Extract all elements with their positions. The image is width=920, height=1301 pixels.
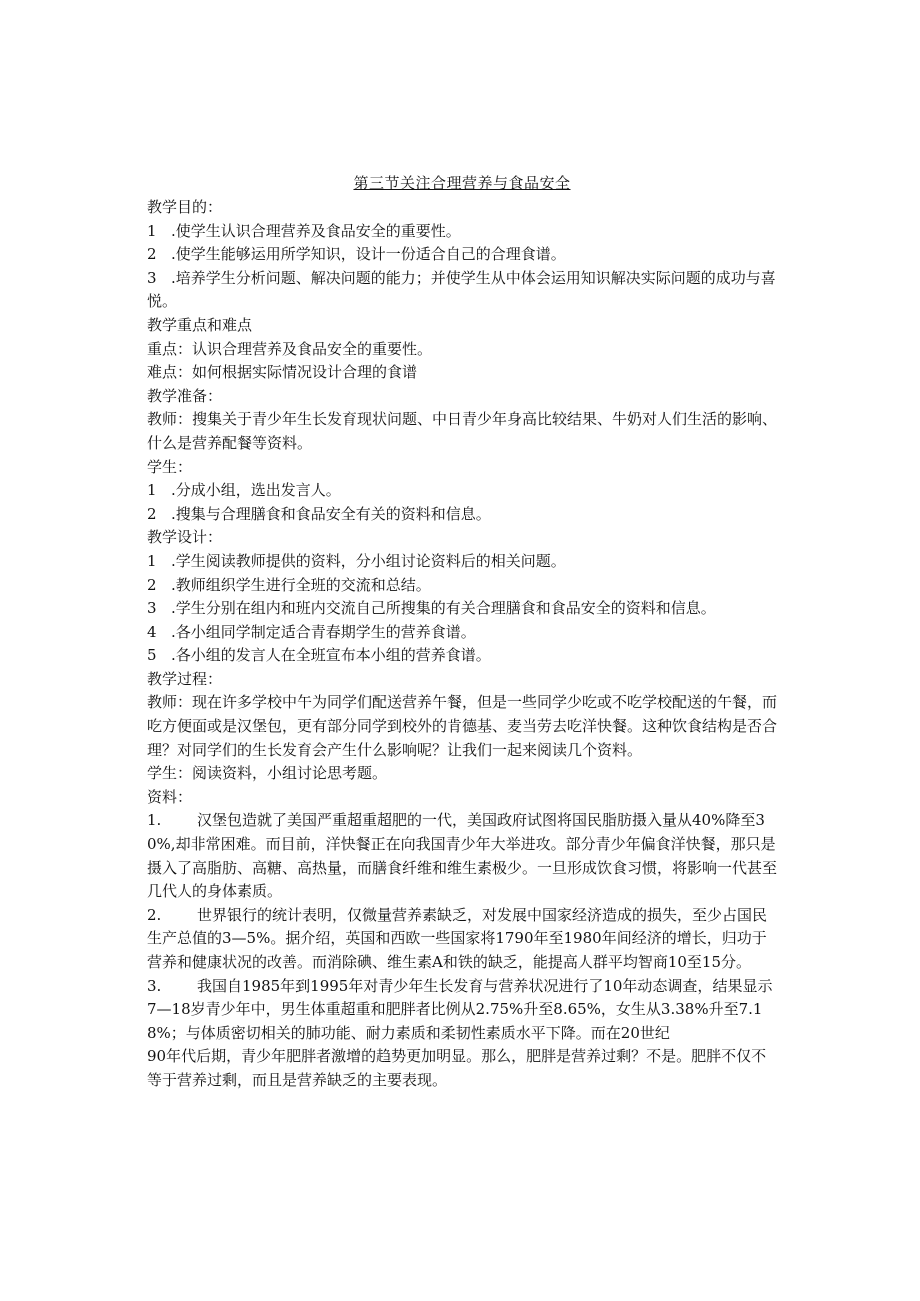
document-title: 第三节关注合理营养与食品安全 (353, 174, 571, 192)
objectives-heading: 教学目的： (147, 198, 223, 216)
process-heading: 教学过程： (147, 669, 223, 688)
materials-list (147, 809, 777, 1045)
list-item: 4 .各小组同学制定适合青春期学生的营养食谱。 (147, 622, 476, 641)
design-heading: 教学设计： (147, 528, 223, 547)
prep-heading: 教学准备： (147, 386, 223, 405)
difficult-point: 难点：如何根据实际情况设计合理的食谱 (147, 363, 418, 382)
objectives-list (147, 220, 777, 314)
material-item: 2. 世界银行的统计表明，仅微量营养素缺乏，对发展中国家经济造成的损失，至少占国民生产总值的3—5%。据介绍，英国和西欧一些国家将1790年至1980年间经济的增长，归功于营养和健康状况的改善。而消除碘、维生素A和铁的缺乏，能提高人群平均智商10至15分。 (147, 905, 768, 971)
key-heading: 教学重点和难点 (147, 315, 253, 334)
list-item: 1 .分成小组，选出发言人。 (147, 481, 341, 500)
document-page (147, 170, 777, 1093)
key-point: 重点：认识合理营养及食品安全的重要性。 (147, 339, 433, 358)
closing-paragraph: 90年代后期，青少年肥胖者激增的趋势更加明显。那么，肥胖是营养过剩？不是。肥胖不仅不等于营养过剩，而且是营养缺乏的主要表现。 (147, 1047, 767, 1089)
list-item: 3 .学生分别在组内和班内交流自己所搜集的有关合理膳食和食品安全的资料和信息。 (147, 599, 716, 618)
student-heading: 学生： (147, 457, 193, 476)
list-item: 2 .使学生能够运用所学知识，设计一份适合自己的合理食谱。 (147, 245, 566, 264)
student-activity: 学生：阅读资料，小组讨论思考题。 (147, 764, 388, 783)
list-item: 1 .学生阅读教师提供的资料，分小组讨论资料后的相关问题。 (147, 551, 566, 570)
teacher-prep: 教师：搜集关于青少年生长发育现状问题、中日青少年身高比较结果、牛奶对人们生活的影响、什么是营养配餐等资料。 (147, 410, 778, 452)
student-prep-list (147, 479, 777, 526)
list-item: 2 .教师组织学生进行全班的交流和总结。 (147, 575, 431, 594)
material-item: 3. 我国自1985年到1995年对青少年生长发育与营养状况进行了10年动态调查，结果显示7—18岁青少年中，男生体重超重和肥胖者比例从2.75%升至8.65%，女生从3.38%升至7.18%；与体质密切相关的肺功能、耐力素质和柔韧性素质水平下降。而在20世纪 (147, 976, 773, 1042)
design-list (147, 550, 777, 668)
list-item: 2 .搜集与合理膳食和食品安全有关的资料和信息。 (147, 504, 491, 523)
teacher-speech: 教师：现在许多学校中午为同学们配送营养午餐，但是一些同学少吃或不吃学校配送的午餐，而吃方便面或是汉堡包，更有部分同学到校外的肯德基、麦当劳去吃洋快餐。这种饮食结构是否合理？对同学们的生长发育会产生什么影响呢？让我们一起来阅读几个资料。 (147, 693, 778, 759)
material-item: 1. 汉堡包造就了美国严重超重超肥的一代，美国政府试图将国民脂肪摄入量从40%降至30%,却非常困难。而目前，洋快餐正在向我国青少年大举进攻。部分青少年偏食洋快餐，那只是摄入了高脂肪、高糖、高热量，而膳食纤维和维生素极少。一旦形成饮食习惯，将影响一代甚至几代人的身体素质。 (147, 811, 778, 901)
list-item: 5 .各小组的发言人在全班宣布本小组的营养食谱。 (147, 646, 491, 665)
list-item: 3 .培养学生分析问题、解决问题的能力；并使学生从中体会运用知识解决实际问题的成功与喜悦。 (147, 268, 776, 311)
materials-heading: 资料： (147, 787, 193, 806)
list-item: 1 .使学生认识合理营养及食品安全的重要性。 (147, 221, 461, 240)
